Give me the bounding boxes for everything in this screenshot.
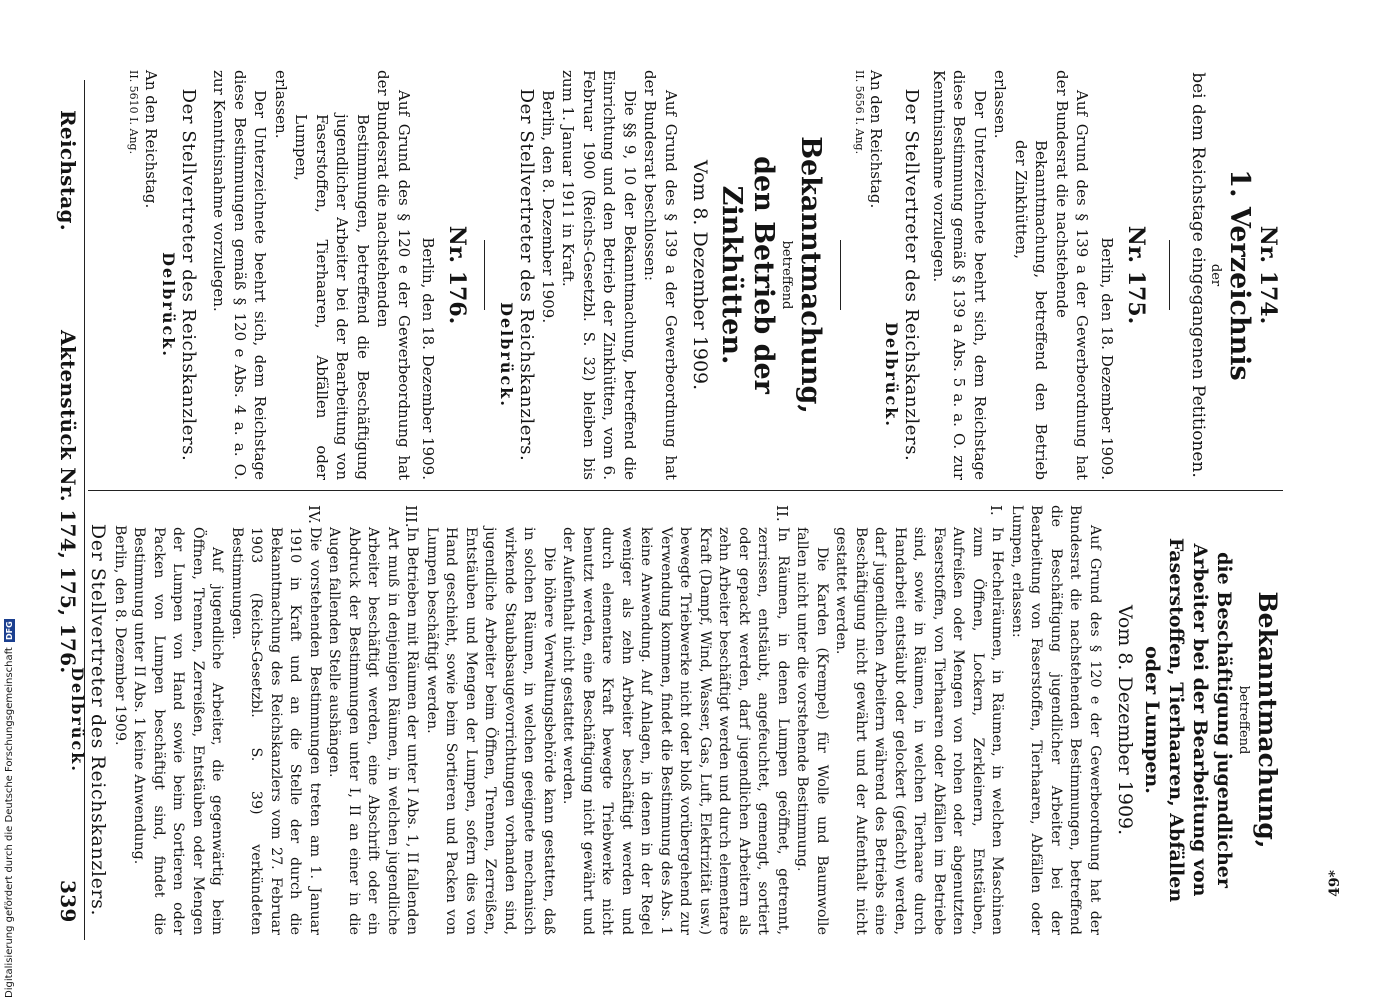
faser-item-3-num: III. xyxy=(402,505,421,528)
faser-item-1-text: In Hechelräumen, in Räumen, in welchen Maschinen zum Öffnen, Lockern, Zerkleinern, Entstäuben, Aufreißen oder Mengen von rohen oder abgenutzten Faserstoffen, von Tierhaaren oder Abfällen im Betriebe sind, sowie in Räumen, in welchen Tierhaare durch Handarbeit entstäubt oder gelockert (gefacht) werden, darf jugendlichen Arbeitern während des Betriebs eine Beschäftigung nicht gewährt und der Aufenthalt nicht gestattet werden. xyxy=(833,527,1006,935)
faser-item-1-extra: Die Karden (Krempel) für Wolle und Baumwolle fallen nicht unter die vorstehende Bestimmung. xyxy=(794,527,830,935)
zink-name: Delbrück. xyxy=(497,302,517,408)
nr176-name: Delbrück. xyxy=(159,252,178,358)
nr176-para1: Auf Grund des § 120 e der Gewerbeordnung hat der Bundesrat die nachstehenden xyxy=(374,70,413,480)
faser-item-2-text: In Räumen, in denen Lumpen geöffnet, getrennt, zerrissen, entstäubt, angefeuchtet, gemengt, sortiert oder gepackt werden, darf jugendlichen Arbeitern als zehn Arbeiter beschäftigt werden und durch elementare Kraft (Dampf, Wind, Wasser, Gas, Luft, Elektrizität usw.) bewegte Triebwerke nicht oder bloß vorübergehend zur Verwendung kommen, findet die Bestimmung des Abs. 1 keine Anwendung. Auf Anlagen, in denen in der Regel weniger als zehn Arbeiter beschäftigt werden und durch elementare Kraft bewegte Triebwerke nicht benutzt werden, eine Beschäftigung nicht gewährt und der Aufenthalt nicht gestattet werden. xyxy=(560,527,791,935)
zink-date: Vom 8. Dezember 1909. xyxy=(689,159,711,391)
dfg-credit xyxy=(2,608,18,998)
dfg-credit-text: Digitalisierung gefördert durch die Deutsche Forschungsgemeinschaft xyxy=(4,647,15,998)
nr176-number: Nr. 176. xyxy=(444,225,471,325)
faser-item-2 xyxy=(422,505,793,935)
nr175-name: Delbrück. xyxy=(882,322,902,428)
faser-item-1-num: I. xyxy=(987,505,1006,516)
faser-item-1 xyxy=(792,505,1007,935)
nr176-dateline: Berlin, den 18. Dezember 1909. xyxy=(419,237,438,480)
separator xyxy=(485,240,486,310)
zink-title: Bekanntmachung, xyxy=(795,136,826,414)
nr175-para2: Der Unterzeichnete beehrt sich, dem Reichstage diese Bestimmung gemäß § 139 a Abs. 5 a. a. O. zur Kenntnisnahme vorzulegen. xyxy=(930,70,989,480)
section-zinkhuetten xyxy=(485,70,827,480)
nr175-signature: Der Stellvertreter des Reichskanzlers. xyxy=(901,88,923,462)
faser-name: Delbrück. xyxy=(68,667,88,773)
separator xyxy=(840,240,841,310)
faser-date: Vom 8. Dezember 1909. xyxy=(1114,604,1136,836)
left-column xyxy=(128,70,1284,480)
nr175-number: Nr. 175. xyxy=(1123,225,1149,325)
column-divider xyxy=(88,490,1283,491)
nr176-address: An den Reichstag. xyxy=(142,70,160,209)
header-center: Aktenstück Nr. 174, 175, 176. xyxy=(56,330,80,674)
nr176-para1-end: erlassen. xyxy=(272,70,290,139)
nr174-subtitle: bei dem Reichstage eingegangenen Petitionen. xyxy=(1188,72,1208,478)
faser-item-2-extra: Die höhere Verwaltungsbehörde kann gestatten, daß in solchen Räumen, in welchen geeignete mechanisch wirkende Staubabsaugevorrichtungen vorhanden sind, jugendliche Arbeiter beim Öffnen, Trennen, Zerreißen, Entstäuben und Mengen der Lumpen, sofern dies von Hand geschieht, sowie beim Sortieren und Packen von Lumpen beschäftigt werden. xyxy=(424,527,557,935)
page-number: 339 xyxy=(56,880,80,923)
nr175-para1-indent: Bekanntmachung, betreffend den Betrieb der Zinkhütten, xyxy=(1012,140,1051,480)
faser-betreffend: betreffend xyxy=(1236,685,1251,755)
faser-signature: Der Stellvertreter des Reichskanzlers. xyxy=(87,523,110,917)
faser-place-date: Berlin, den 8. Dezember 1909. xyxy=(112,525,128,746)
section-nr175 xyxy=(840,70,1149,480)
zink-signature: Der Stellvertreter des Reichskanzlers. xyxy=(516,88,538,462)
zink-para1: Auf Grund des § 139 a der Gewerbeordnung hat der Bundesrat beschlossen: xyxy=(641,70,680,480)
footer-signature-mark: 49* xyxy=(1327,870,1343,897)
zink-para2: Die §§ 9, 10 der Bekanntmachung, betreffend die Einrichtung und den Betrieb der Zinkhütten, vom 6. Februar 1900 (Reichs-Gesetzbl. S. 32) bleiben bis zum 1. Januar 1911 in Kraft. xyxy=(559,70,639,480)
faser-item-4-text: Die vorstehenden Bestimmungen treten am 1. Januar 1910 in Kraft und an die Stelle der durch die Bekanntmachung des Reichskanzlers vom 27. Februar 1903 (Reichs-Gesetzbl. S. 39) verkündeten Bestimmungen. xyxy=(229,527,323,935)
header-left: Reichstag. xyxy=(56,110,80,232)
nr174-der: der xyxy=(1208,263,1223,287)
nr176-signature: Der Stellvertreter des Reichskanzlers. xyxy=(178,88,199,462)
zink-subject: den Betrieb der Zinkhütten. xyxy=(716,156,779,394)
faser-item-2-num: II. xyxy=(773,505,791,522)
nr176-para1-indent: Bestimmungen, betreffend die Beschäftigung jugendlicher Arbeiter bei der Bearbeitung von Faserstoffen, Tierhaaren, Abfällen oder Lumpen, xyxy=(292,114,372,480)
section-nr174 xyxy=(1169,70,1281,480)
dfg-logo: DFG xyxy=(4,621,14,640)
nr175-address: An den Reichstag. xyxy=(867,70,886,209)
faser-title: Bekanntmachung, xyxy=(1253,591,1282,849)
nr175-para1: Auf Grund des § 139 a der Gewerbeordnung hat der Bundesrat die nachstehende xyxy=(1053,70,1092,480)
section-nr176 xyxy=(128,70,471,480)
nr174-title: 1. Verzeichnis xyxy=(1224,169,1255,381)
zink-betreffend: betreffend xyxy=(779,240,794,310)
faser-item-4-num: IV. xyxy=(305,505,323,524)
faser-intro: Auf Grund des § 120 e der Gewerbeordnung hat der Bundesrat die nachstehenden Bestimmungen, betreffend die Beschäftigung jugendlicher Arbeiter bei der Bearbeitung von Faserstoffen, Tierhaaren, Abfällen oder Lumpen, erlassen: xyxy=(1009,505,1103,935)
faser-subject: die Beschäftigung jugendlicher Arbeiter bei der Bearbeitung von Faserstoffen, Tierhaaren, Abfällen oder Lumpen. xyxy=(1141,537,1235,903)
faser-item-3 xyxy=(324,505,422,935)
nr174-number: Nr. 174. xyxy=(1255,225,1281,325)
nr176-para2: Der Unterzeichnete beehrt sich, dem Reichstage diese Bestimmungen gemäß § 120 e Abs. 4 a. a. O. zur Kenntnisnahme vorzulegen. xyxy=(210,70,270,480)
separator xyxy=(1169,240,1170,310)
nr175-dateline: Berlin, den 18. Dezember 1909. xyxy=(1098,237,1116,480)
faser-item-4-extra: Auf jugendliche Arbeiter, die gegenwärtig beim Öffnen, Trennen, Zerreißen, Entstäuben oder Mengen der Lumpen von Hand sowie beim Sortieren oder Packen von Lumpen beschäftigt sind, findet die Bestimmung unter II Abs. 1 keine Anwendung. xyxy=(131,527,226,935)
faser-item-4 xyxy=(129,505,324,935)
nr175-para1-end: erlassen. xyxy=(991,70,1010,139)
right-column xyxy=(69,505,1284,935)
nr175-ref: II. 5656 I. Ang. xyxy=(853,70,866,155)
faser-item-3-text: In Betrieben mit Räumen der unter I Abs. 1, II fallenden Art muß in denjenigen Räumen, in welchen jugendliche Arbeiter beschäftigt werden, eine Abschrift oder ein Abdruck der Bestimmungen unter I, II an einer in die Augen fallenden Stelle aushängen. xyxy=(326,527,421,935)
nr176-ref: II. 5610 I. Ang. xyxy=(127,70,141,155)
zink-place-date: Berlin, den 8. Dezember 1909. xyxy=(539,90,557,324)
